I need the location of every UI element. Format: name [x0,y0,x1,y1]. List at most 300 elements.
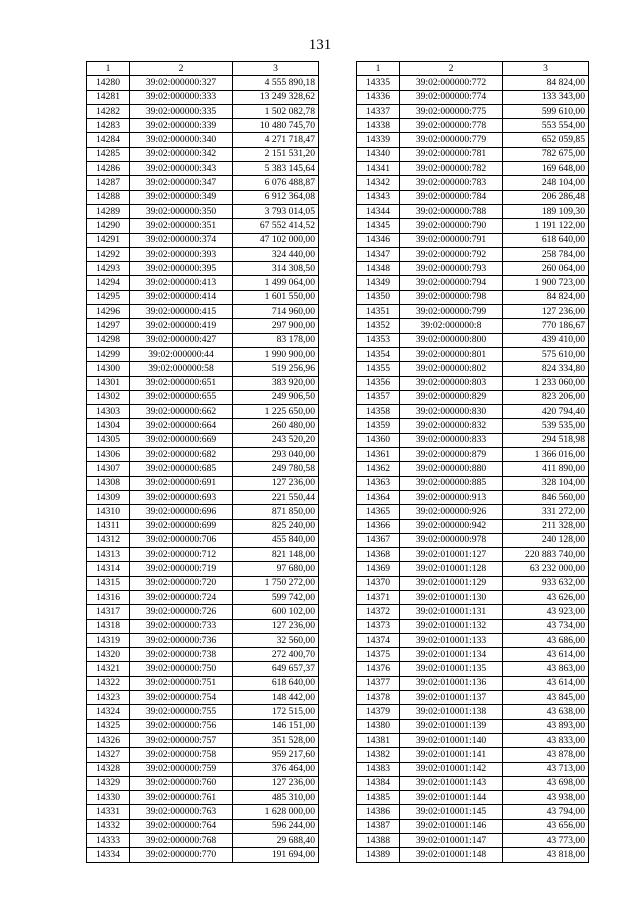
table-row [357,190,589,204]
cadastral-number-cell: 39:02:000000:802 [400,362,503,376]
table-row [87,90,319,104]
row-number-cell: 14376 [357,662,400,676]
table-row [357,433,589,447]
cadastral-number-cell: 39:02:000000:764 [130,819,233,833]
cadastral-number-cell: 39:02:000000:327 [130,76,233,90]
row-number-cell: 14296 [87,305,130,319]
cadastral-number-cell: 39:02:000000:793 [400,262,503,276]
table-row [87,390,319,404]
value-cell: 43 638,00 [503,705,589,719]
cadastral-number-cell: 39:02:000000:693 [130,490,233,504]
row-number-cell: 14337 [357,104,400,118]
value-cell: 148 442,00 [233,691,319,705]
value-cell: 328 104,00 [503,476,589,490]
table-row [87,691,319,705]
row-number-cell: 14281 [87,90,130,104]
row-number-cell: 14308 [87,476,130,490]
cadastral-number-cell: 39:02:000000:832 [400,419,503,433]
column-header-cadastral: 2 [130,62,233,76]
value-cell: 846 560,00 [503,490,589,504]
row-number-cell: 14313 [87,548,130,562]
table-row [87,162,319,176]
right-table [356,61,589,863]
row-number-cell: 14378 [357,691,400,705]
value-cell: 5 383 145,64 [233,162,319,176]
table-row [357,648,589,662]
table-row [87,362,319,376]
value-cell: 189 109,30 [503,204,589,218]
value-cell: 43 845,00 [503,691,589,705]
row-number-cell: 14375 [357,648,400,662]
row-number-cell: 14314 [87,562,130,576]
cadastral-number-cell: 39:02:000000:774 [400,90,503,104]
value-cell: 4 555 890,18 [233,76,319,90]
row-number-cell: 14336 [357,90,400,104]
value-cell: 172 515,00 [233,705,319,719]
value-cell: 127 236,00 [233,476,319,490]
row-number-cell: 14343 [357,190,400,204]
cadastral-number-cell: 39:02:000000:782 [400,162,503,176]
table-row [357,805,589,819]
row-number-cell: 14345 [357,219,400,233]
cadastral-number-cell: 39:02:010001:147 [400,834,503,848]
cadastral-number-cell: 39:02:000000:751 [130,676,233,690]
value-cell: 3 793 014,05 [233,204,319,218]
cadastral-number-cell: 39:02:000000:794 [400,276,503,290]
table-row [357,619,589,633]
table-row [357,247,589,261]
cadastral-number-cell: 39:02:000000:783 [400,176,503,190]
cadastral-number-cell: 39:02:000000:779 [400,133,503,147]
value-cell: 314 308,50 [233,262,319,276]
value-cell: 43 818,00 [503,848,589,862]
cadastral-number-cell: 39:02:000000:880 [400,462,503,476]
table-row [87,748,319,762]
cadastral-number-cell: 39:02:000000:699 [130,519,233,533]
cadastral-number-cell: 39:02:000000:763 [130,805,233,819]
value-cell: 43 863,00 [503,662,589,676]
cadastral-number-cell: 39:02:000000:926 [400,505,503,519]
value-cell: 220 883 740,00 [503,548,589,562]
value-cell: 575 610,00 [503,347,589,361]
cadastral-number-cell: 39:02:010001:146 [400,819,503,833]
table-row [357,562,589,576]
value-cell: 618 640,00 [503,233,589,247]
value-cell: 539 535,00 [503,419,589,433]
value-cell: 6 912 364,08 [233,190,319,204]
row-number-cell: 14382 [357,748,400,762]
row-number-cell: 14374 [357,633,400,647]
row-number-cell: 14372 [357,605,400,619]
row-number-cell: 14327 [87,748,130,762]
cadastral-number-cell: 39:02:000000:830 [400,405,503,419]
value-cell: 47 102 000,00 [233,233,319,247]
value-cell: 649 657,37 [233,662,319,676]
table-row [87,490,319,504]
row-number-cell: 14315 [87,576,130,590]
cadastral-number-cell: 39:02:010001:141 [400,748,503,762]
row-number-cell: 14357 [357,390,400,404]
value-cell: 821 148,00 [233,548,319,562]
table-row [357,776,589,790]
row-number-cell: 14361 [357,448,400,462]
cadastral-number-cell: 39:02:000000:978 [400,533,503,547]
table-row [87,305,319,319]
column-header-number: 1 [87,62,130,76]
value-cell: 420 794,40 [503,405,589,419]
value-cell: 84 824,00 [503,76,589,90]
cadastral-number-cell: 39:02:000000:784 [400,190,503,204]
row-number-cell: 14347 [357,247,400,261]
row-number-cell: 14290 [87,219,130,233]
table-row [357,548,589,562]
row-number-cell: 14322 [87,676,130,690]
table-row [357,333,589,347]
row-number-cell: 14381 [357,733,400,747]
row-number-cell: 14339 [357,133,400,147]
cadastral-number-cell: 39:02:000000:803 [400,376,503,390]
cadastral-number-cell: 39:02:000000:419 [130,319,233,333]
cadastral-number-cell: 39:02:000000:770 [130,848,233,862]
value-cell: 43 794,00 [503,805,589,819]
value-cell: 782 675,00 [503,147,589,161]
cadastral-number-cell: 39:02:000000:913 [400,490,503,504]
value-cell: 1 233 060,00 [503,376,589,390]
table-row [87,848,319,862]
table-row [357,748,589,762]
row-number-cell: 14285 [87,147,130,161]
cadastral-number-cell: 39:02:010001:145 [400,805,503,819]
table-row [87,119,319,133]
row-number-cell: 14351 [357,305,400,319]
column-header-number: 1 [357,62,400,76]
value-cell: 43 656,00 [503,819,589,833]
table-row [87,290,319,304]
table-row [87,133,319,147]
cadastral-number-cell: 39:02:000000:775 [400,104,503,118]
cadastral-number-cell: 39:02:000000:829 [400,390,503,404]
value-cell: 43 938,00 [503,791,589,805]
cadastral-number-cell: 39:02:000000:778 [400,119,503,133]
page-number: 131 [308,37,332,53]
table-row [357,662,589,676]
table-row [87,276,319,290]
cadastral-number-cell: 39:02:000000:415 [130,305,233,319]
row-number-cell: 14364 [357,490,400,504]
row-number-cell: 14386 [357,805,400,819]
cadastral-number-cell: 39:02:000000:662 [130,405,233,419]
table-row [357,633,589,647]
table-row [87,705,319,719]
cadastral-number-cell: 39:02:000000:790 [400,219,503,233]
value-cell: 243 520,20 [233,433,319,447]
table-header-row [357,62,589,76]
cadastral-number-cell: 39:02:000000:879 [400,448,503,462]
value-cell: 770 186,67 [503,319,589,333]
cadastral-number-cell: 39:02:000000:342 [130,147,233,161]
row-number-cell: 14304 [87,419,130,433]
table-row [87,176,319,190]
cadastral-number-cell: 39:02:000000:349 [130,190,233,204]
table-row [357,276,589,290]
cadastral-number-cell: 39:02:000000:760 [130,776,233,790]
value-cell: 959 217,60 [233,748,319,762]
row-number-cell: 14319 [87,633,130,647]
row-number-cell: 14342 [357,176,400,190]
value-cell: 249 906,50 [233,390,319,404]
row-number-cell: 14389 [357,848,400,862]
table-row [87,548,319,562]
row-number-cell: 14309 [87,490,130,504]
table-row [357,819,589,833]
cadastral-number-cell: 39:02:000000:427 [130,333,233,347]
value-cell: 43 878,00 [503,748,589,762]
value-cell: 933 632,00 [503,576,589,590]
table-row [87,834,319,848]
cadastral-number-cell: 39:02:010001:144 [400,791,503,805]
table-row [87,419,319,433]
row-number-cell: 14284 [87,133,130,147]
cadastral-number-cell: 39:02:000000:335 [130,104,233,118]
row-number-cell: 14307 [87,462,130,476]
value-cell: 83 178,00 [233,333,319,347]
value-cell: 1 225 650,00 [233,405,319,419]
value-cell: 293 040,00 [233,448,319,462]
value-cell: 411 890,00 [503,462,589,476]
table-row [357,576,589,590]
table-row [357,419,589,433]
table-row [357,519,589,533]
table-row [87,476,319,490]
value-cell: 1 750 272,00 [233,576,319,590]
row-number-cell: 14300 [87,362,130,376]
left-table-body [87,76,319,862]
value-cell: 297 900,00 [233,319,319,333]
column-header-value: 3 [503,62,589,76]
cadastral-number-cell: 39:02:000000:755 [130,705,233,719]
row-number-cell: 14292 [87,247,130,261]
row-number-cell: 14333 [87,834,130,848]
row-number-cell: 14335 [357,76,400,90]
table-row [87,533,319,547]
row-number-cell: 14298 [87,333,130,347]
cadastral-number-cell: 39:02:000000:351 [130,219,233,233]
row-number-cell: 14321 [87,662,130,676]
value-cell: 43 773,00 [503,834,589,848]
value-cell: 1 366 016,00 [503,448,589,462]
cadastral-number-cell: 39:02:010001:129 [400,576,503,590]
cadastral-number-cell: 39:02:000000:761 [130,791,233,805]
value-cell: 221 550,44 [233,490,319,504]
cadastral-number-cell: 39:02:000000:685 [130,462,233,476]
row-number-cell: 14384 [357,776,400,790]
value-cell: 127 236,00 [233,776,319,790]
cadastral-number-cell: 39:02:000000:772 [400,76,503,90]
cadastral-number-cell: 39:02:000000:754 [130,691,233,705]
table-row [87,733,319,747]
value-cell: 714 960,00 [233,305,319,319]
table-row [357,733,589,747]
row-number-cell: 14312 [87,533,130,547]
table-row [87,104,319,118]
value-cell: 485 310,00 [233,791,319,805]
cadastral-number-cell: 39:02:010001:134 [400,648,503,662]
cadastral-number-cell: 39:02:000000:758 [130,748,233,762]
cadastral-number-cell: 39:02:010001:136 [400,676,503,690]
value-cell: 825 240,00 [233,519,319,533]
cadastral-number-cell: 39:02:000000:791 [400,233,503,247]
value-cell: 823 206,00 [503,390,589,404]
value-cell: 43 614,00 [503,648,589,662]
row-number-cell: 14370 [357,576,400,590]
cadastral-number-cell: 39:02:010001:133 [400,633,503,647]
value-cell: 1 502 082,78 [233,104,319,118]
row-number-cell: 14299 [87,347,130,361]
value-cell: 351 528,00 [233,733,319,747]
value-cell: 211 328,00 [503,519,589,533]
table-row [87,805,319,819]
cadastral-number-cell: 39:02:000000:798 [400,290,503,304]
row-number-cell: 14301 [87,376,130,390]
value-cell: 871 850,00 [233,505,319,519]
row-number-cell: 14380 [357,719,400,733]
table-row [87,519,319,533]
row-number-cell: 14368 [357,548,400,562]
row-number-cell: 14352 [357,319,400,333]
table-row [87,147,319,161]
row-number-cell: 14359 [357,419,400,433]
value-cell: 618 640,00 [233,676,319,690]
table-row [357,476,589,490]
cadastral-number-cell: 39:02:000000:736 [130,633,233,647]
cadastral-number-cell: 39:02:000000:350 [130,204,233,218]
cadastral-number-cell: 39:02:010001:148 [400,848,503,862]
table-row [357,219,589,233]
row-number-cell: 14340 [357,147,400,161]
cadastral-number-cell: 39:02:000000:8 [400,319,503,333]
table-row [357,719,589,733]
cadastral-number-cell: 39:02:000000:800 [400,333,503,347]
row-number-cell: 14379 [357,705,400,719]
cadastral-number-cell: 39:02:000000:696 [130,505,233,519]
table-row [87,648,319,662]
value-cell: 2 151 531,20 [233,147,319,161]
table-row [357,448,589,462]
cadastral-number-cell: 39:02:000000:833 [400,433,503,447]
cadastral-number-cell: 39:02:010001:135 [400,662,503,676]
cadastral-number-cell: 39:02:000000:333 [130,90,233,104]
row-number-cell: 14317 [87,605,130,619]
value-cell: 6 076 488,87 [233,176,319,190]
row-number-cell: 14325 [87,719,130,733]
value-cell: 249 780,58 [233,462,319,476]
table-row [87,247,319,261]
cadastral-number-cell: 39:02:000000:768 [130,834,233,848]
row-number-cell: 14330 [87,791,130,805]
table-row [87,219,319,233]
table-row [87,505,319,519]
value-cell: 43 734,00 [503,619,589,633]
row-number-cell: 14383 [357,762,400,776]
table-row [87,590,319,604]
row-number-cell: 14385 [357,791,400,805]
cadastral-number-cell: 39:02:010001:127 [400,548,503,562]
value-cell: 376 464,00 [233,762,319,776]
row-number-cell: 14371 [357,590,400,604]
table-row [87,405,319,419]
value-cell: 260 064,00 [503,262,589,276]
value-cell: 1 990 900,00 [233,347,319,361]
table-row [87,662,319,676]
row-number-cell: 14302 [87,390,130,404]
column-header-value: 3 [233,62,319,76]
value-cell: 599 610,00 [503,104,589,118]
cadastral-number-cell: 39:02:000000:733 [130,619,233,633]
cadastral-number-cell: 39:02:010001:139 [400,719,503,733]
table-row [357,162,589,176]
row-number-cell: 14387 [357,819,400,833]
cadastral-number-cell: 39:02:010001:130 [400,590,503,604]
table-row [357,176,589,190]
table-row [357,90,589,104]
value-cell: 63 232 000,00 [503,562,589,576]
row-number-cell: 14287 [87,176,130,190]
row-number-cell: 14283 [87,119,130,133]
value-cell: 43 626,00 [503,590,589,604]
value-cell: 1 628 000,00 [233,805,319,819]
table-row [357,119,589,133]
cadastral-number-cell: 39:02:010001:138 [400,705,503,719]
value-cell: 553 554,00 [503,119,589,133]
row-number-cell: 14360 [357,433,400,447]
cadastral-number-cell: 39:02:000000:44 [130,347,233,361]
cadastral-number-cell: 39:02:000000:801 [400,347,503,361]
table-row [357,791,589,805]
cadastral-number-cell: 39:02:000000:788 [400,204,503,218]
cadastral-number-cell: 39:02:000000:712 [130,548,233,562]
value-cell: 191 694,00 [233,848,319,862]
table-row [87,233,319,247]
value-cell: 67 552 414,52 [233,219,319,233]
cadastral-number-cell: 39:02:000000:655 [130,390,233,404]
row-number-cell: 14289 [87,204,130,218]
row-number-cell: 14332 [87,819,130,833]
row-number-cell: 14305 [87,433,130,447]
value-cell: 240 128,00 [503,533,589,547]
value-cell: 652 059,85 [503,133,589,147]
cadastral-number-cell: 39:02:000000:750 [130,662,233,676]
row-number-cell: 14329 [87,776,130,790]
row-number-cell: 14323 [87,691,130,705]
row-number-cell: 14311 [87,519,130,533]
row-number-cell: 14282 [87,104,130,118]
cadastral-number-cell: 39:02:010001:131 [400,605,503,619]
row-number-cell: 14280 [87,76,130,90]
cadastral-number-cell: 39:02:000000:942 [400,519,503,533]
table-row [357,147,589,161]
row-number-cell: 14362 [357,462,400,476]
cadastral-number-cell: 39:02:000000:58 [130,362,233,376]
row-number-cell: 14295 [87,290,130,304]
row-number-cell: 14350 [357,290,400,304]
row-number-cell: 14369 [357,562,400,576]
table-row [357,76,589,90]
value-cell: 13 249 328,62 [233,90,319,104]
table-row [87,676,319,690]
value-cell: 1 601 550,00 [233,290,319,304]
cadastral-number-cell: 39:02:000000:691 [130,476,233,490]
table-row [357,405,589,419]
